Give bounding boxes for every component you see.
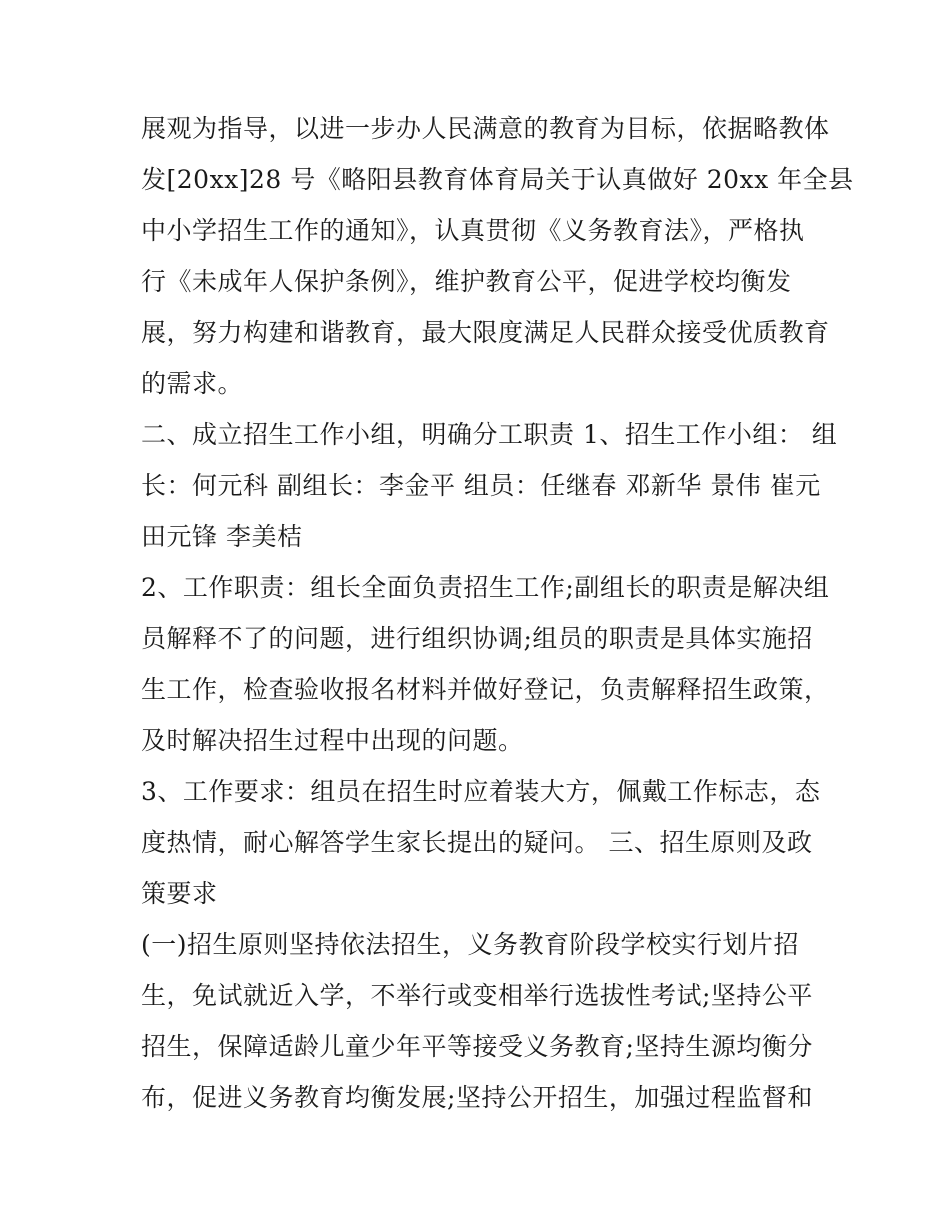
text-line: 3、工作要求：组员在招生时应着装大方，佩戴工作标志，态 xyxy=(141,777,821,806)
text-line: 长：何元科 副组长：李金平 组员：任继春 邓新华 景伟 崔元 xyxy=(141,471,821,500)
text-line: 员解释不了的问题，进行组织协调;组员的职责是具体实施招 xyxy=(141,624,813,653)
text-line: 策要求 xyxy=(141,879,218,908)
section-heading-line: 二、成立招生工作小组，明确分工职责 1、招生工作小组： 组 xyxy=(141,420,838,449)
text-line: 生，免试就近入学，不举行或变相举行选拔性考试;坚持公平 xyxy=(141,981,813,1010)
text-line: 中小学招生工作的通知》，认真贯彻《义务教育法》，严格执 xyxy=(141,216,805,245)
text-line: 的需求。 xyxy=(141,369,244,398)
text-line: 展，努力构建和谐教育，最大限度满足人民群众接受优质教育 xyxy=(141,318,830,347)
text-line: 2、工作职责：组长全面负责招生工作;副组长的职责是解决组 xyxy=(141,573,830,602)
document-body xyxy=(141,103,854,1123)
text-line: 及时解决招生过程中出现的问题。 xyxy=(141,726,524,755)
text-line: 生工作，检查验收报名材料并做好登记，负责解释招生政策， xyxy=(141,675,830,704)
text-line: 招生，保障适龄儿童少年平等接受义务教育;坚持生源均衡分 xyxy=(141,1032,813,1061)
text-line: 田元锋 李美桔 xyxy=(141,522,303,551)
text-line: (一)招生原则坚持依法招生，义务教育阶段学校实行划片招 xyxy=(141,930,800,959)
text-line: 布，促进义务教育均衡发展;坚持公开招生，加强过程监督和 xyxy=(141,1083,813,1112)
text-line: 行《未成年人保护条例》，维护教育公平，促进学校均衡发 xyxy=(141,267,792,296)
text-line: 展观为指导，以进一步办人民满意的教育为目标，依据略教体 xyxy=(141,114,830,143)
text-line: 发[20xx]28 号《略阳县教育体育局关于认真做好 20xx 年全县 xyxy=(141,165,854,194)
text-line: 度热情，耐心解答学生家长提出的疑问。 三、招生原则及政 xyxy=(141,828,813,857)
